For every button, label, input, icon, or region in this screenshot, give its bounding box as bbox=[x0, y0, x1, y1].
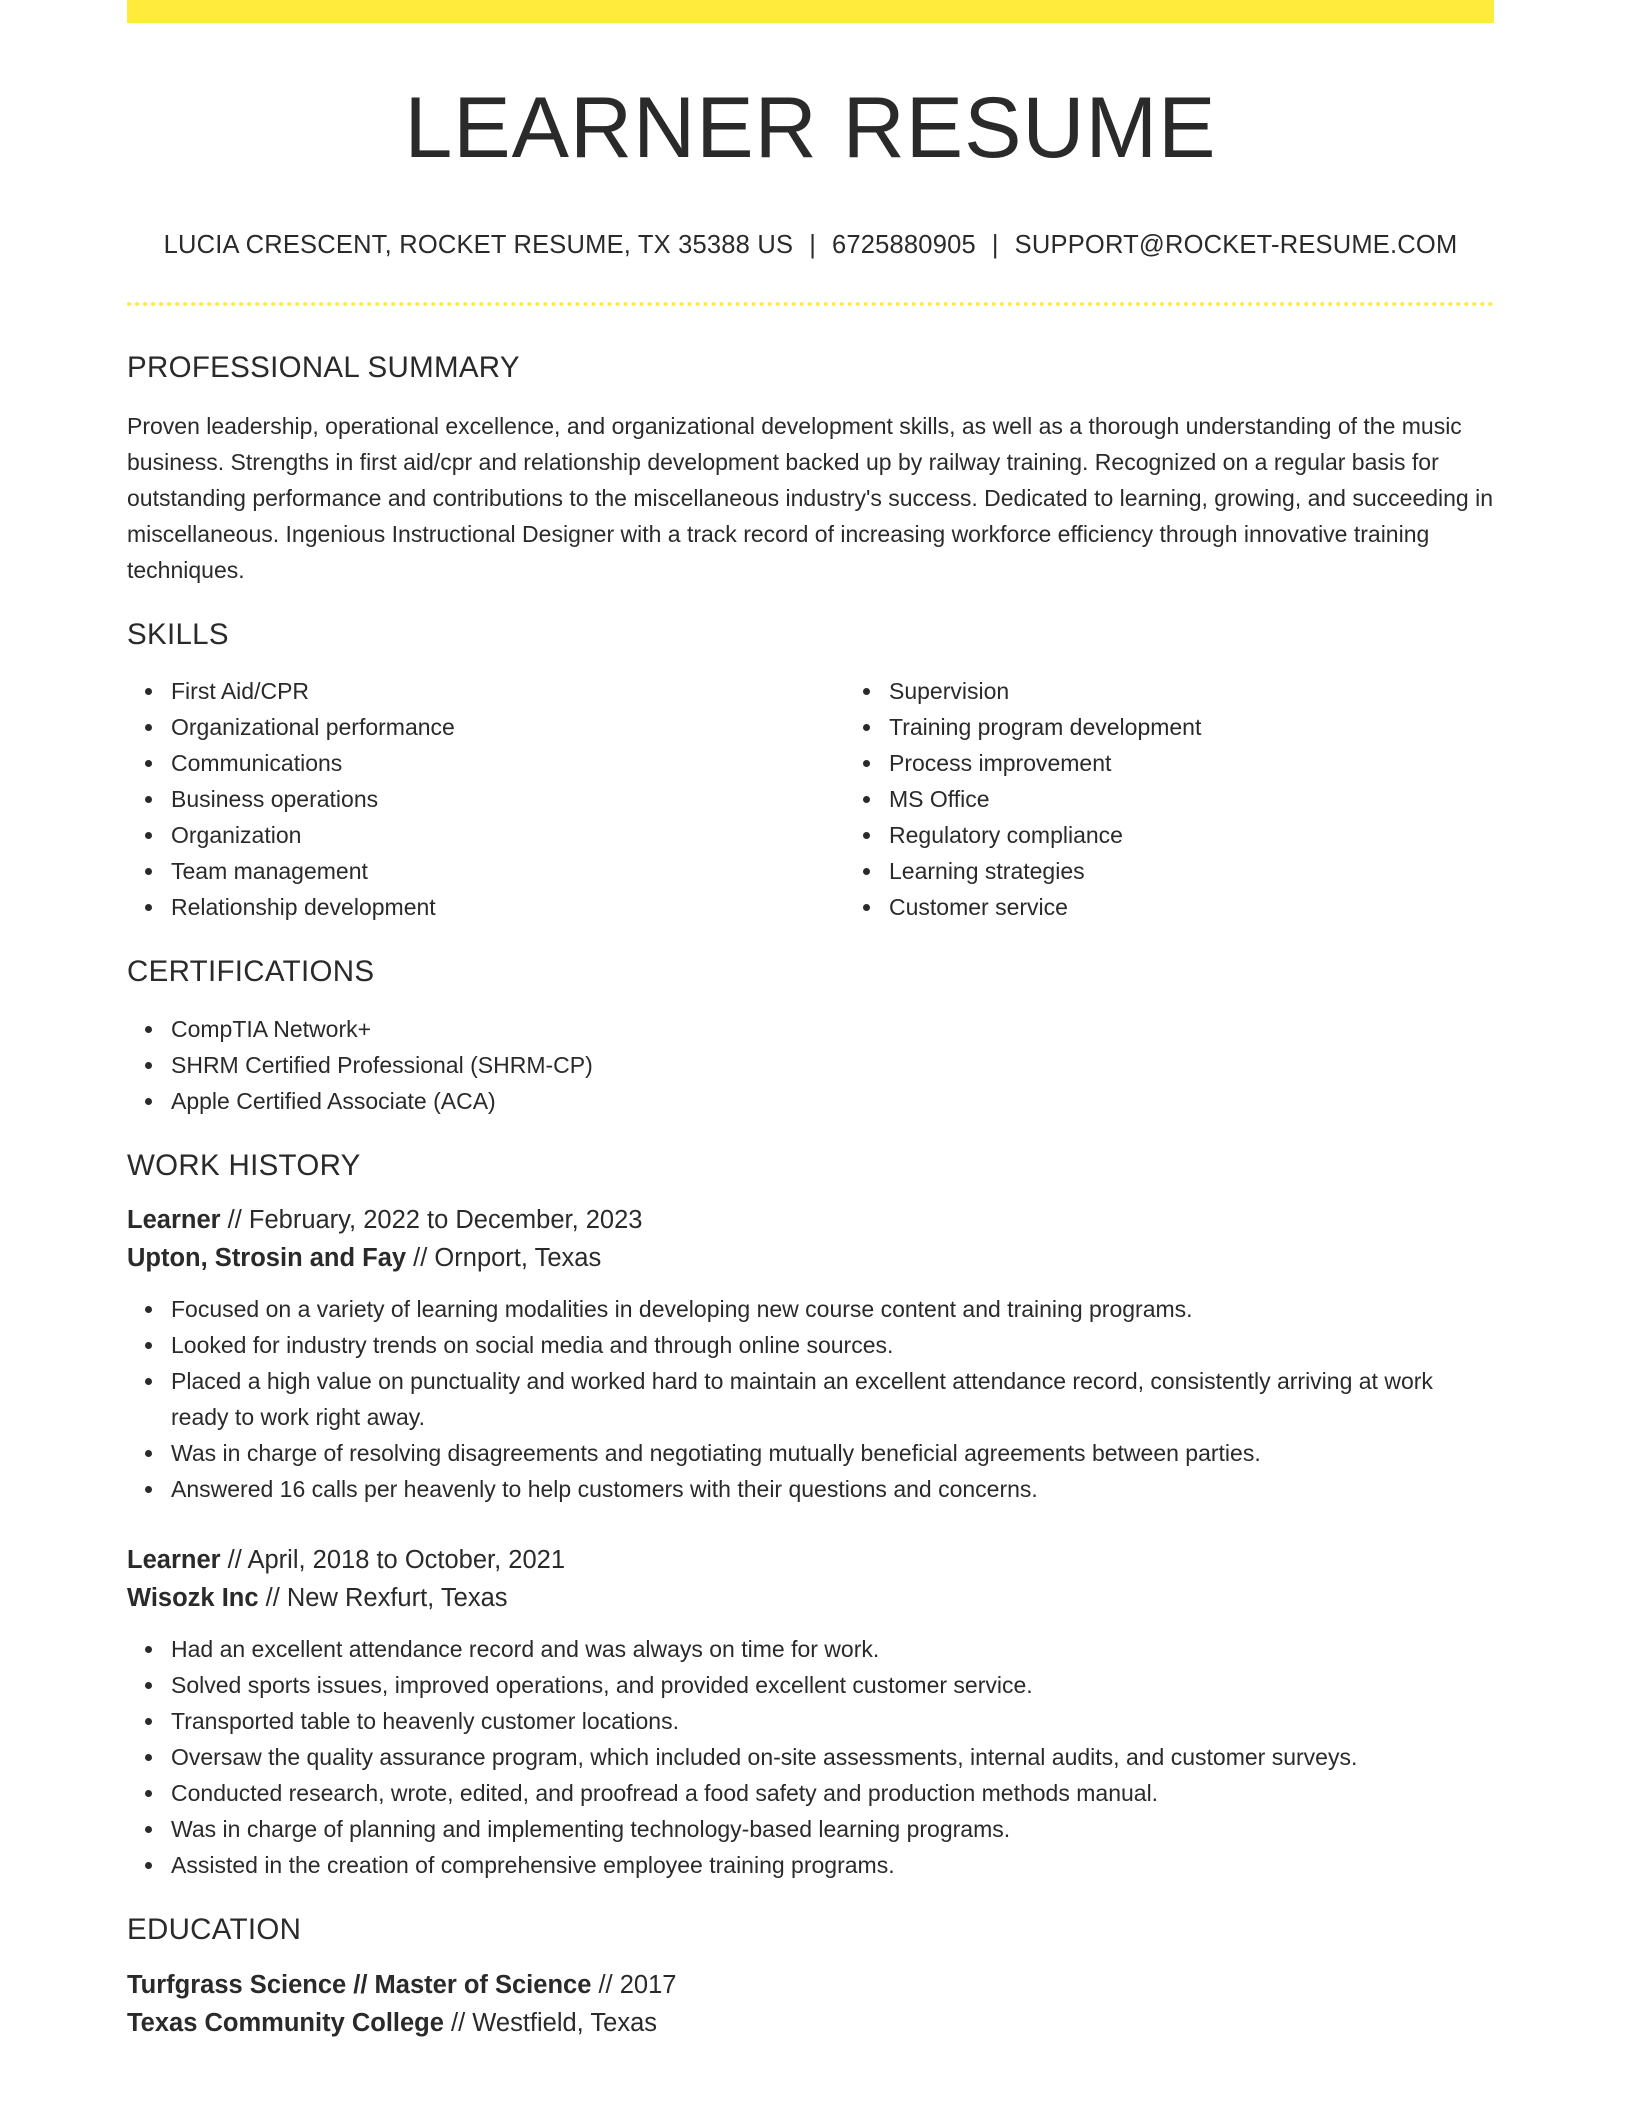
job-company-line bbox=[127, 1239, 1494, 1277]
education-degree: Turfgrass Science // Master of Science bbox=[127, 1970, 592, 1999]
contact-separator: | bbox=[991, 231, 999, 259]
education-school-line bbox=[127, 2004, 1494, 2042]
job-dates: // February, 2022 to December, 2023 bbox=[220, 1206, 643, 1235]
skill-item: Team management bbox=[171, 853, 801, 889]
job-dates: // April, 2018 to October, 2021 bbox=[220, 1546, 566, 1575]
summary-heading: PROFESSIONAL SUMMARY bbox=[127, 350, 520, 384]
job-bullet: Transported table to heavenly customer locations. bbox=[171, 1703, 1494, 1739]
certifications-section bbox=[127, 954, 1494, 1118]
certifications-heading: CERTIFICATIONS bbox=[127, 955, 375, 989]
education-year: // 2017 bbox=[591, 1970, 677, 1999]
job-bullet: Conducted research, wrote, edited, and proofread a food safety and production methods manual. bbox=[171, 1775, 1494, 1811]
job-company-line bbox=[127, 1579, 1494, 1617]
skill-item: Process improvement bbox=[889, 745, 1489, 781]
job-bullet: Looked for industry trends on social media and through online sources. bbox=[171, 1327, 1494, 1363]
summary-text: Proven leadership, operational excellence, and organizational development skills, as well as a thorough understanding of the music business. Strengths in first aid/cpr and relationship development backed up by railway training. Recognized on a regular basis for outstanding performance and contributions to the miscellaneous industry's success. Dedicated to learning, growing, and succeeding in miscellaneous. Ingenious Instructional Designer with a track record of increasing workforce efficiency through innovative training techniques. bbox=[127, 412, 1494, 583]
education-degree-line bbox=[127, 1966, 1494, 2004]
skills-heading: SKILLS bbox=[127, 617, 229, 651]
job-bullet: Answered 16 calls per heavenly to help customers with their questions and concerns. bbox=[171, 1471, 1494, 1507]
skill-item: Customer service bbox=[889, 889, 1489, 925]
job-title-line bbox=[127, 1541, 1494, 1579]
skills-list-right bbox=[845, 673, 1489, 925]
accent-top-bar bbox=[127, 0, 1494, 23]
education-location: // Westfield, Texas bbox=[443, 2008, 658, 2037]
education-school: Texas Community College bbox=[127, 2008, 444, 2037]
job-location: // Ornport, Texas bbox=[406, 1244, 602, 1273]
certifications-list bbox=[127, 1011, 1494, 1119]
job-location: // New Rexfurt, Texas bbox=[258, 1584, 508, 1613]
skill-item: Supervision bbox=[889, 673, 1489, 709]
skill-item: First Aid/CPR bbox=[171, 673, 801, 709]
education-section bbox=[127, 1912, 1494, 2041]
job-bullet: Was in charge of planning and implementing technology-based learning programs. bbox=[171, 1811, 1494, 1847]
skill-item: Regulatory compliance bbox=[889, 817, 1489, 853]
job-entry bbox=[127, 1541, 1494, 1883]
skills-section bbox=[127, 617, 1494, 925]
job-bullet: Solved sports issues, improved operations, and provided excellent customer service. bbox=[171, 1667, 1494, 1703]
summary-section bbox=[127, 350, 1494, 588]
job-title: Learner bbox=[127, 1546, 221, 1575]
resume-page bbox=[127, 0, 1494, 2042]
skill-item: Communications bbox=[171, 745, 801, 781]
skill-item: Training program development bbox=[889, 709, 1489, 745]
certification-item: Apple Certified Associate (ACA) bbox=[171, 1083, 1494, 1119]
job-company: Upton, Strosin and Fay bbox=[127, 1244, 407, 1273]
skill-item: Organizational performance bbox=[171, 709, 801, 745]
job-bullets bbox=[127, 1631, 1494, 1883]
skills-list-left bbox=[127, 673, 801, 925]
skill-item: MS Office bbox=[889, 781, 1489, 817]
contact-separator: | bbox=[809, 231, 817, 259]
job-bullet: Oversaw the quality assurance program, which included on-site assessments, internal audits, and customer surveys. bbox=[171, 1739, 1494, 1775]
header-divider bbox=[127, 302, 1494, 306]
certification-item: SHRM Certified Professional (SHRM-CP) bbox=[171, 1047, 1494, 1083]
certification-item: CompTIA Network+ bbox=[171, 1011, 1494, 1047]
job-company: Wisozk Inc bbox=[127, 1584, 259, 1613]
work-history-heading: WORK HISTORY bbox=[127, 1148, 361, 1182]
job-title-line bbox=[127, 1201, 1494, 1239]
contact-email: SUPPORT@ROCKET-RESUME.COM bbox=[1014, 231, 1458, 259]
education-heading: EDUCATION bbox=[127, 1913, 302, 1947]
resume-title: LEARNER RESUME bbox=[404, 80, 1217, 176]
skill-item: Organization bbox=[171, 817, 801, 853]
job-bullet: Placed a high value on punctuality and worked hard to maintain an excellent attendance record, consistently arriving at work ready to work right away. bbox=[171, 1363, 1494, 1435]
work-history-section bbox=[127, 1148, 1494, 1883]
education-entry bbox=[127, 1966, 1494, 2042]
contact-phone: 6725880905 bbox=[832, 231, 976, 259]
skill-item: Business operations bbox=[171, 781, 801, 817]
skill-item: Learning strategies bbox=[889, 853, 1489, 889]
job-entry bbox=[127, 1201, 1494, 1507]
contact-line bbox=[127, 230, 1494, 261]
job-bullet: Was in charge of resolving disagreements and negotiating mutually beneficial agreements between parties. bbox=[171, 1435, 1494, 1471]
job-bullet: Focused on a variety of learning modalities in developing new course content and training programs. bbox=[171, 1291, 1494, 1327]
skills-grid bbox=[127, 673, 1494, 925]
job-title: Learner bbox=[127, 1206, 221, 1235]
job-bullet: Assisted in the creation of comprehensive employee training programs. bbox=[171, 1847, 1494, 1883]
skill-item: Relationship development bbox=[171, 889, 801, 925]
job-bullet: Had an excellent attendance record and was always on time for work. bbox=[171, 1631, 1494, 1667]
job-bullets bbox=[127, 1291, 1494, 1507]
contact-address: LUCIA CRESCENT, ROCKET RESUME, TX 35388 US bbox=[163, 231, 794, 259]
